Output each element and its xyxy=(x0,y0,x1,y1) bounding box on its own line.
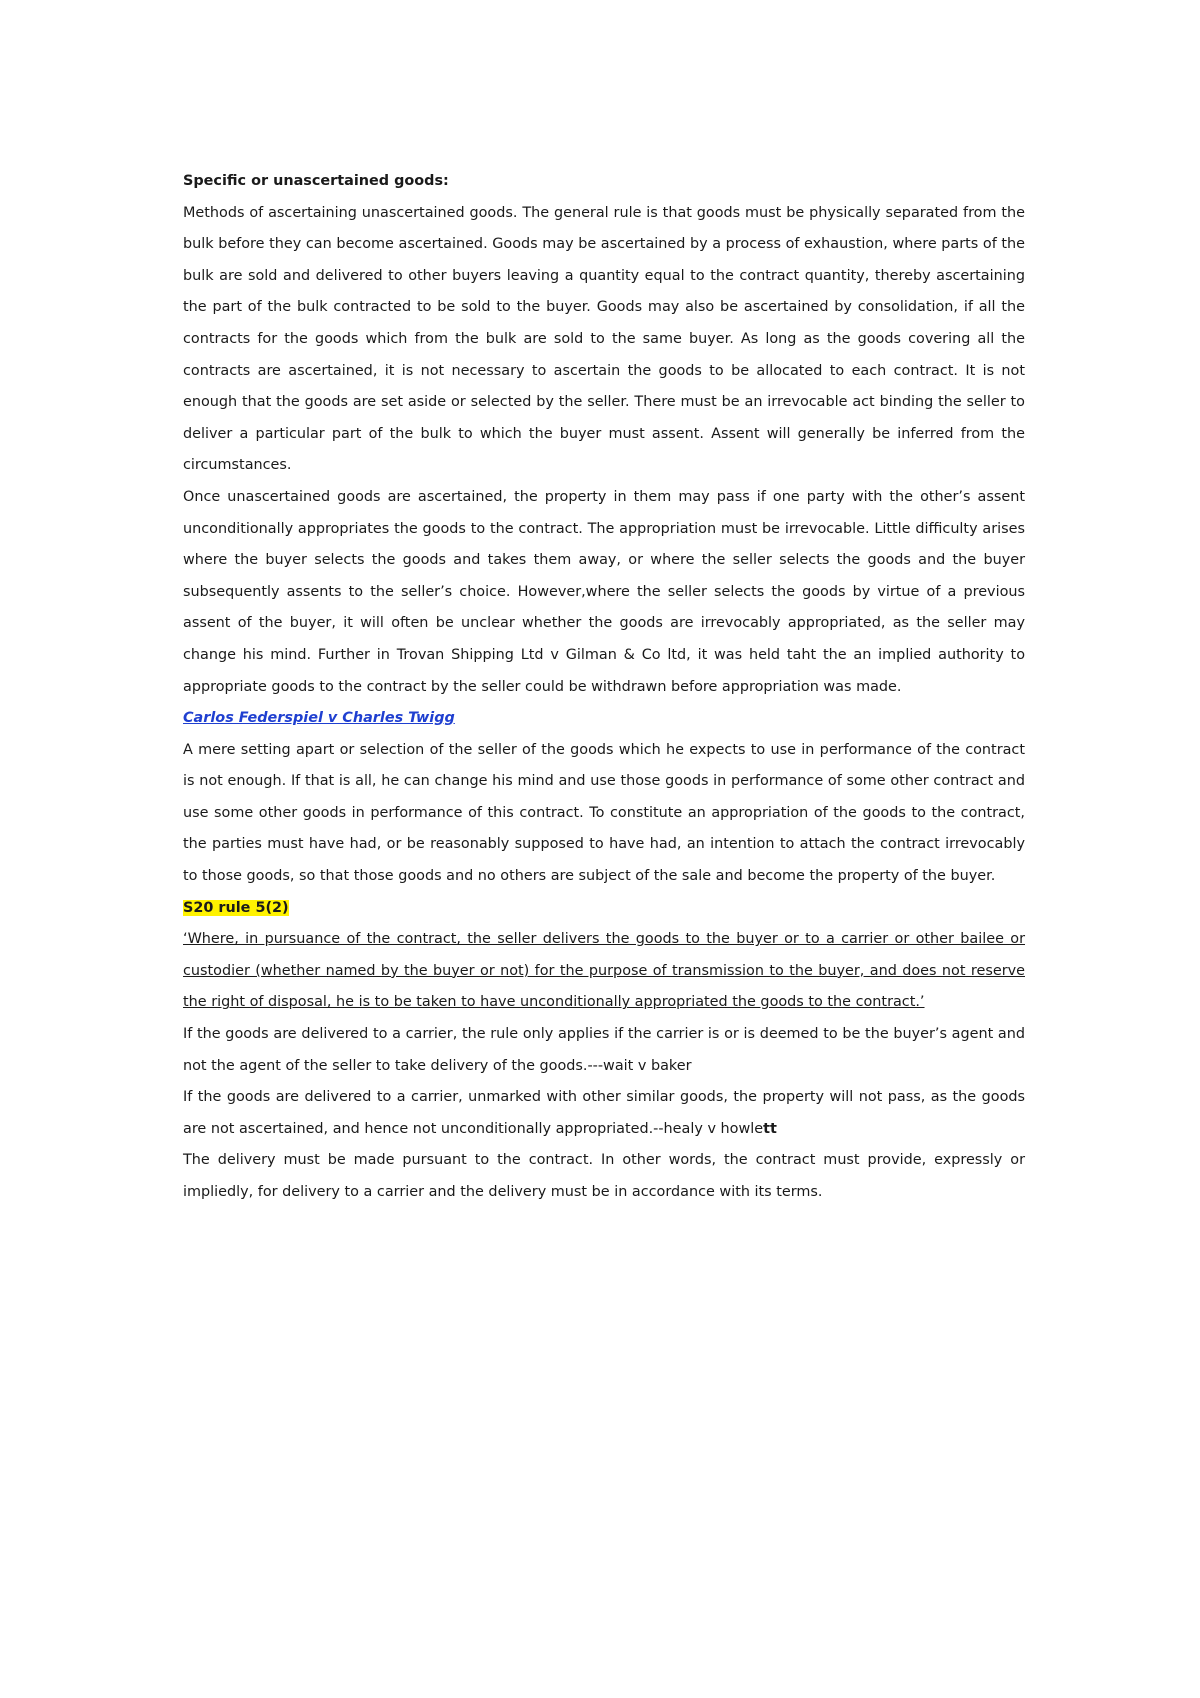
case-link[interactable]: Carlos Federspiel v Charles Twigg xyxy=(183,710,455,727)
statute-quote: ‘Where, in pursuance of the contract, the seller delivers the goods to the buyer or to a carrier or other bailee or custodier (whether named by the buyer or not) for the purpose of transmission to the buyer, and does not reserve the right of disposal, he is to be taken to have unconditionally appropriated the goods to the contract.’ xyxy=(183,931,1025,1011)
case-heading xyxy=(183,703,1025,735)
paragraph-case-summary: A mere setting apart or selection of the seller of the goods which he expects to use in performance of the contract is not enough. If that is all, he can change his mind and use those goods in performance of some other contract and use some other goods in performance of this contract. To constitute an appropriation of the goods to the contract, the parties must have had, or be reasonably supposed to have had, an intention to attach the contract irrevocably to those goods, so that those goods and no others are subject of the sale and become the property of the buyer. xyxy=(183,741,1025,885)
section-heading: Specific or unascertained goods: xyxy=(183,173,449,189)
paragraph-unmarked-goods-text: If the goods are delivered to a carrier, unmarked with other similar goods, the property will not pass, as the goods are not ascertained, and hence not unconditionally appropriated.--healy v howle xyxy=(183,1089,1025,1137)
rule-heading: S20 rule 5(2) xyxy=(183,899,289,916)
paragraph-delivery-pursuant: The delivery must be made pursuant to the contract. In other words, the contract must provide, expressly or impliedly, for delivery to a carrier and the delivery must be in accordance with its terms. xyxy=(183,1152,1025,1200)
rule-heading-line xyxy=(183,893,1025,925)
paragraph-appropriation: Once unascertained goods are ascertained, the property in them may pass if one party with the other’s assent unconditionally appropriates the goods to the contract. The appropriation must be irrevocable. Little difficulty arises where the buyer selects the goods and takes them away, or where the seller selects the goods and the buyer subsequently assents to the seller’s choice. However,where the seller selects the goods by virtue of a previous assent of the buyer, it will often be unclear whether the goods are irrevocably appropriated, as the seller may change his mind. Further in Trovan Shipping Ltd v Gilman & Co ltd, it was held taht the an implied authority to appropriate goods to the contract by the seller could be withdrawn before appropriation was made. xyxy=(183,488,1025,695)
document-body xyxy=(183,166,1025,1209)
paragraph-ascertaining-methods: Methods of ascertaining unascertained goods. The general rule is that goods must be physically separated from the bulk before they can become ascertained. Goods may be ascertained by a process of exhaustion, where parts of the bulk are sold and delivered to other buyers leaving a quantity equal to the contract quantity, thereby ascertaining the part of the bulk contracted to be sold to the buyer. Goods may also be ascertained by consolidation, if all the contracts for the goods which from the bulk are sold to the same buyer. As long as the goods covering all the contracts are ascertained, it is not necessary to ascertain the goods to be allocated to each contract. It is not enough that the goods are set aside or selected by the seller. There must be an irrevocable act binding the seller to deliver a particular part of the bulk to which the buyer must assent. Assent will generally be inferred from the circumstances. xyxy=(183,204,1025,474)
paragraph-unmarked-goods-tail: tt xyxy=(763,1120,777,1137)
paragraph-unmarked-goods xyxy=(183,1082,1025,1145)
paragraph-carrier-agent: If the goods are delivered to a carrier, the rule only applies if the carrier is or is deemed to be the buyer’s agent and not the agent of the seller to take delivery of the goods.---wait v baker xyxy=(183,1026,1025,1074)
